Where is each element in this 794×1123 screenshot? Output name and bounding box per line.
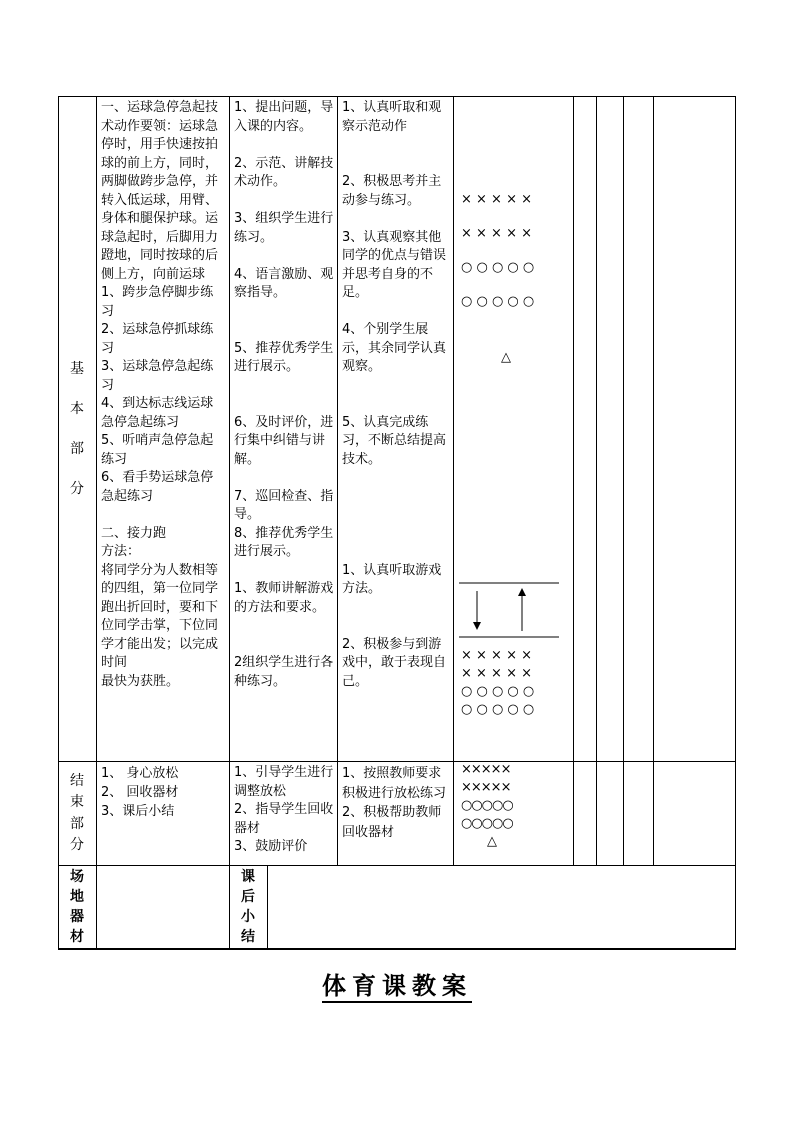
label-char: 场 [70, 869, 84, 885]
formation-row: ○○○○○ [461, 798, 513, 813]
label-char: 材 [70, 929, 84, 945]
label-char: 器 [70, 909, 84, 925]
section-char: 束 [70, 794, 84, 811]
end-content: 1、 身心放松 2、 回收器材 3、课后小结 [101, 766, 179, 819]
section-char: 本 [70, 401, 84, 417]
formation-row: ○ ○ ○ ○ ○ [461, 260, 535, 275]
basic-student-activity: 1、认真听取和观察示范动作 2、积极思考并主动参与练习。 3、认真观察其他同学的优点与错误并思考自身的不足。 4、个别学生展示，其余同学认真观察。 5、认真完成练习，不断总结提高技术。 1、认真听取游戏方法。 2、积极参与到游戏中，敢于表现自己。 [342, 100, 447, 689]
end-teacher-activity: 1、引导学生进行调整放松 2、指导学生回收器材 3、鼓励评价 [234, 765, 334, 854]
end-student-activity: 1、按照教师要求积极进行放松练习 2、积极帮助教师回收器材 [342, 766, 447, 840]
label-char: 地 [70, 889, 84, 905]
basic-teacher-activity: 1、提出问题，导入课的内容。 2、示范、讲解技术动作。 3、组织学生进行练习。 4、语言激励、观察指导。 5、推荐优秀学生进行展示。 6、及时评价，进行集中纠错与讲解。 7、巡回检查、指导。 8、推荐优秀学生进行展示。 1、教师讲解游戏的方法和要求。 2组织学生进行各种练习。 [234, 100, 334, 689]
teacher-triangle-icon: △ [501, 350, 511, 365]
formation-row: ○ ○ ○ ○ ○ [461, 684, 535, 699]
formation-row: × × × × × [461, 648, 532, 663]
formation-row: × × × × × [461, 666, 532, 681]
section-label-basic [66, 358, 88, 498]
lesson-summary-label [237, 867, 259, 947]
section-char: 分 [70, 836, 84, 853]
page-title [0, 966, 794, 1001]
relay-diagram [455, 575, 571, 645]
formation-row: ○ ○ ○ ○ ○ [461, 702, 535, 717]
section-label-end [66, 770, 88, 854]
label-char: 课 [241, 869, 255, 885]
formation-row: ××××× [461, 762, 511, 777]
label-char: 后 [241, 889, 255, 905]
formation-row: ××××× [461, 780, 511, 795]
section-char: 结 [70, 773, 84, 789]
formation-row: ○ ○ ○ ○ ○ [461, 294, 535, 309]
basic-content: 一、运球急停急起技术动作要领：运球急停时，用手快速按拍球的前上方，同时，两脚做跨步急停，并转入低运球，用臂、身体和腿保护球。运球急起时，后脚用力蹬地，同时按球的后侧上方，向前运球 1、跨步急停脚步练习 2、运球急停抓球练习 3、运球急停急起练习 4、到达标志线运球急停急起练习 5、听哨声急停急起练习 6、看手势运球急停急起练习 二、接力跑 方法： 将同学分为人数相等的四组，第一位同学跑出折回时，要和下位同学击掌，下位同学才能出发；以完成时间 最快为获胜。 [101, 100, 219, 689]
section-char: 基 [70, 361, 84, 377]
section-char: 分 [70, 481, 84, 497]
teacher-triangle-icon: △ [487, 834, 497, 849]
label-char: 小 [241, 909, 255, 925]
formation-row: × × × × × [461, 226, 532, 241]
label-char: 结 [241, 929, 255, 945]
section-char: 部 [70, 441, 84, 457]
section-char: 部 [70, 815, 84, 832]
formation-row: × × × × × [461, 192, 532, 207]
venue-equipment-label [66, 867, 88, 947]
formation-row: ○○○○○ [461, 816, 513, 831]
page-title-text: 体育课教案 [322, 971, 472, 1003]
